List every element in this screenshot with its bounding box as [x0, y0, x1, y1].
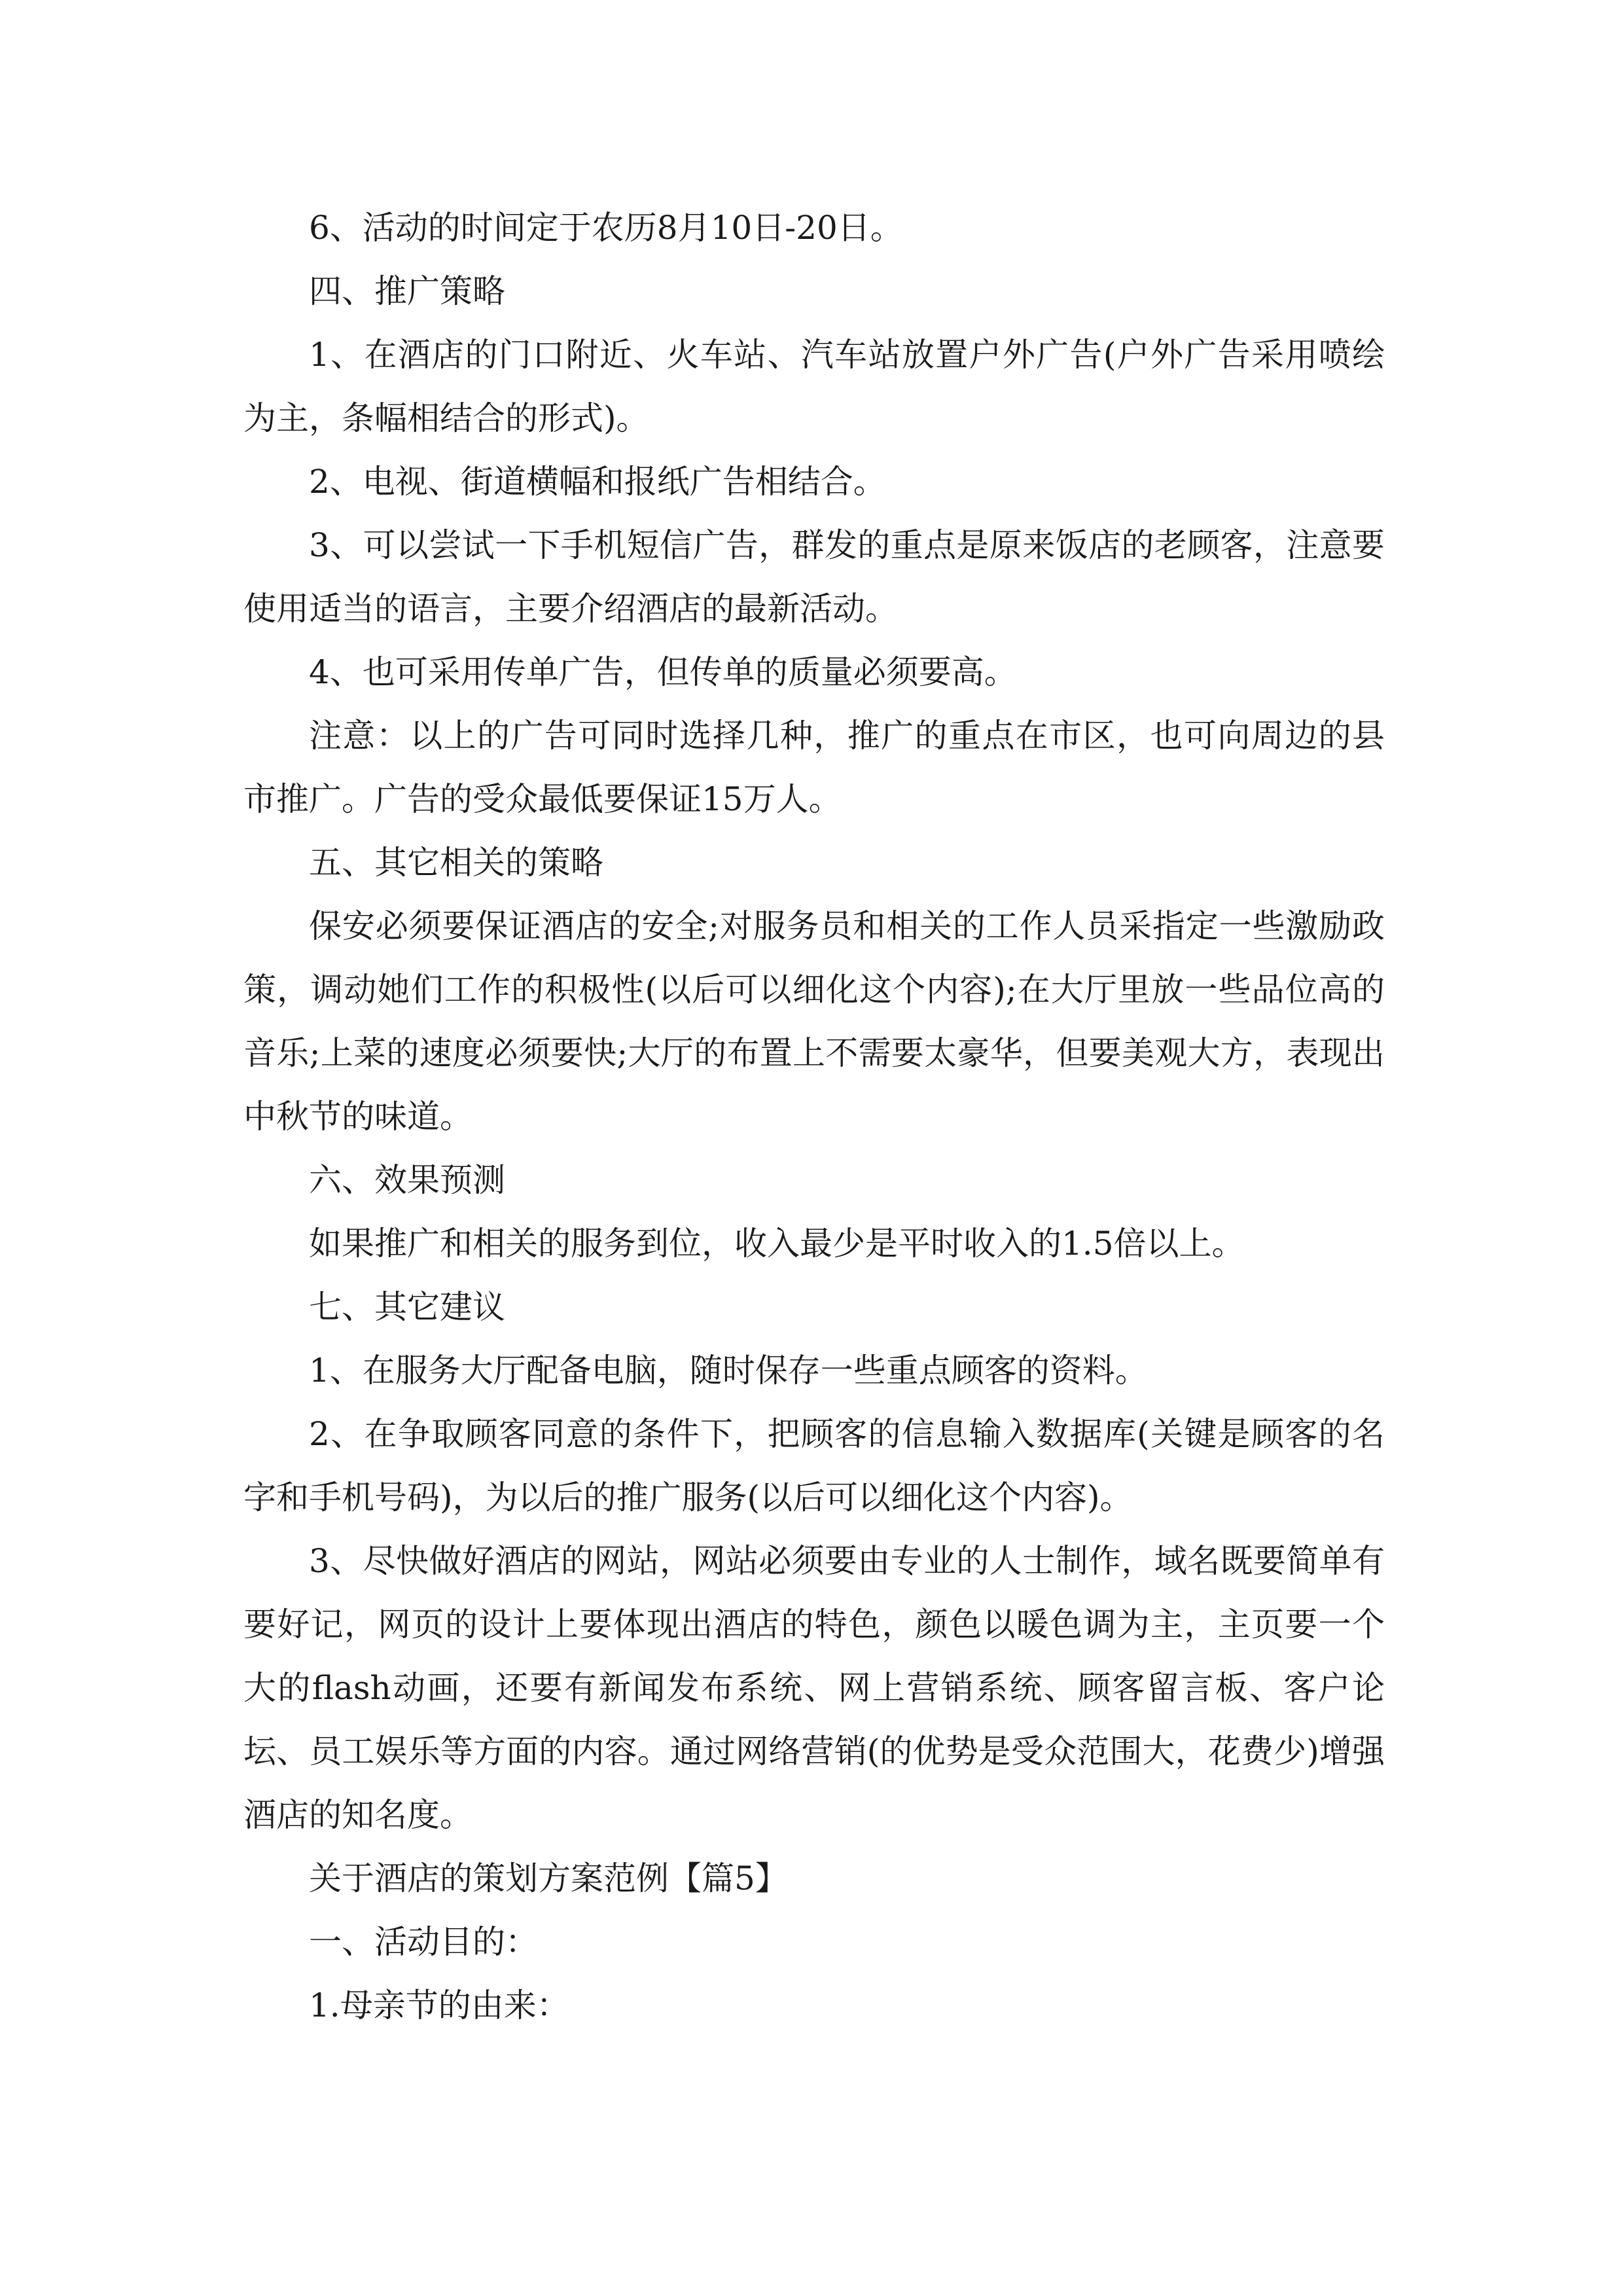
heading-other-strategies: 五、其它相关的策略	[309, 844, 603, 882]
heading-plan-example-5: 关于酒店的策划方案范例【篇5】	[309, 1859, 788, 1897]
heading-promotion-strategy: 四、推广策略	[309, 272, 505, 310]
paragraph-revenue-forecast: 如果推广和相关的服务到位，收入最少是平时收入的1.5倍以上。	[309, 1225, 1245, 1263]
paragraph-activity-time: 6、活动的时间定于农历8月10日-20日。	[309, 209, 903, 247]
paragraph-hotel-website: 3、尽快做好酒店的网站，网站必须要由专业的人士制作，域名既要简单有要好记，网页的设计上要体现出酒店的特色，颜色以暖色调为主，主页要一个大的flash动画，还要有新闻发布系统、网上营销系统、顾客留言板、客户论坛、员工娱乐等方面的内容。通过网络营销(的优势是受众范围大，花费少)增强酒店的知名度。	[243, 1542, 1385, 1834]
paragraph-security-service: 保安必须要保证酒店的安全;对服务员和相关的工作人员采指定一些激励政策，调动她们工作的积极性(以后可以细化这个内容);在大厅里放一些品位高的音乐;上菜的速度必须要快;大厅的布置上不需要太豪华，但要美观大方，表现出中秋节的味道。	[243, 907, 1385, 1136]
paragraph-flyer-ads: 4、也可采用传单广告，但传单的质量必须要高。	[309, 653, 1017, 691]
document-body	[243, 196, 1385, 2037]
heading-activity-purpose: 一、活动目的：	[309, 1923, 538, 1961]
paragraph-sms-ads: 3、可以尝试一下手机短信广告，群发的重点是原来饭店的老顾客，注意要使用适当的语言，主要介绍酒店的最新活动。	[243, 526, 1385, 628]
paragraph-tv-banner-ads: 2、电视、街道横幅和报纸广告相结合。	[309, 463, 886, 501]
heading-effect-forecast: 六、效果预测	[309, 1161, 505, 1199]
paragraph-computer-records: 1、在服务大厅配备电脑，随时保存一些重点顾客的资料。	[309, 1352, 1148, 1390]
paragraph-customer-database: 2、在争取顾客同意的条件下，把顾客的信息输入数据库(关键是顾客的名字和手机号码)，为以后的推广服务(以后可以细化这个内容)。	[243, 1415, 1385, 1516]
paragraph-mothers-day-origin: 1.母亲节的由来：	[309, 1986, 569, 2024]
paragraph-ad-note: 注意：以上的广告可同时选择几种，推广的重点在市区，也可向周边的县市推广。广告的受众最低要保证15万人。	[243, 717, 1385, 818]
paragraph-outdoor-ads: 1、在酒店的门口附近、火车站、汽车站放置户外广告(户外广告采用喷绘为主，条幅相结合的形式)。	[243, 336, 1385, 437]
heading-other-suggestions: 七、其它建议	[309, 1288, 505, 1326]
